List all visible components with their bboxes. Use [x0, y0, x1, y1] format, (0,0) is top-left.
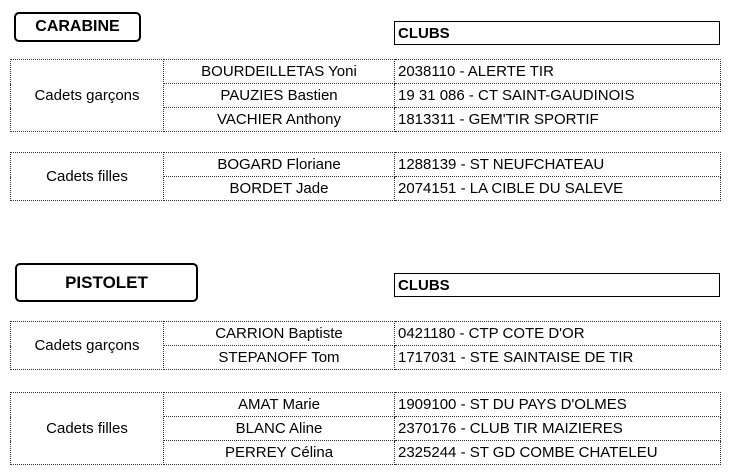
table-row: [11, 60, 721, 84]
club-name: 1717031 - STE SAINTAISE DE TIR: [395, 346, 721, 370]
section-title-carabine: CARABINE: [14, 12, 141, 42]
group-pistolet-cadets-garcons: [10, 321, 721, 370]
group-label: Cadets garçons: [11, 60, 164, 132]
athlete-name: BORDET Jade: [164, 177, 395, 201]
club-name: 2038110 - ALERTE TIR: [395, 60, 721, 84]
table-row: [11, 153, 721, 177]
group-pistolet-cadets-filles: [10, 392, 721, 465]
club-name: 1288139 - ST NEUFCHATEAU: [395, 153, 721, 177]
club-name: 1813311 - GEM'TIR SPORTIF: [395, 108, 721, 132]
athlete-name: BOURDEILLETAS Yoni: [164, 60, 395, 84]
club-name: 2074151 - LA CIBLE DU SALEVE: [395, 177, 721, 201]
table-row: [11, 393, 721, 417]
table-row: [11, 322, 721, 346]
clubs-header-pistolet: CLUBS: [394, 273, 720, 297]
club-name: 0421180 - CTP COTE D'OR: [395, 322, 721, 346]
athlete-name: AMAT Marie: [164, 393, 395, 417]
section-title-pistolet: PISTOLET: [15, 263, 198, 302]
group-label: Cadets filles: [11, 153, 164, 201]
athlete-name: PERREY Célina: [164, 441, 395, 465]
clubs-header-carabine: CLUBS: [394, 21, 720, 45]
group-label: Cadets garçons: [11, 322, 164, 370]
athlete-name: BOGARD Floriane: [164, 153, 395, 177]
athlete-name: CARRION Baptiste: [164, 322, 395, 346]
athlete-name: BLANC Aline: [164, 417, 395, 441]
athlete-name: STEPANOFF Tom: [164, 346, 395, 370]
group-carabine-cadets-garcons: [10, 59, 721, 132]
group-carabine-cadets-filles: [10, 152, 721, 201]
athlete-name: PAUZIES Bastien: [164, 84, 395, 108]
athlete-name: VACHIER Anthony: [164, 108, 395, 132]
club-name: 1909100 - ST DU PAYS D'OLMES: [395, 393, 721, 417]
club-name: 19 31 086 - CT SAINT-GAUDINOIS: [395, 84, 721, 108]
club-name: 2370176 - CLUB TIR MAIZIERES: [395, 417, 721, 441]
club-name: 2325244 - ST GD COMBE CHATELEU: [395, 441, 721, 465]
group-label: Cadets filles: [11, 393, 164, 465]
